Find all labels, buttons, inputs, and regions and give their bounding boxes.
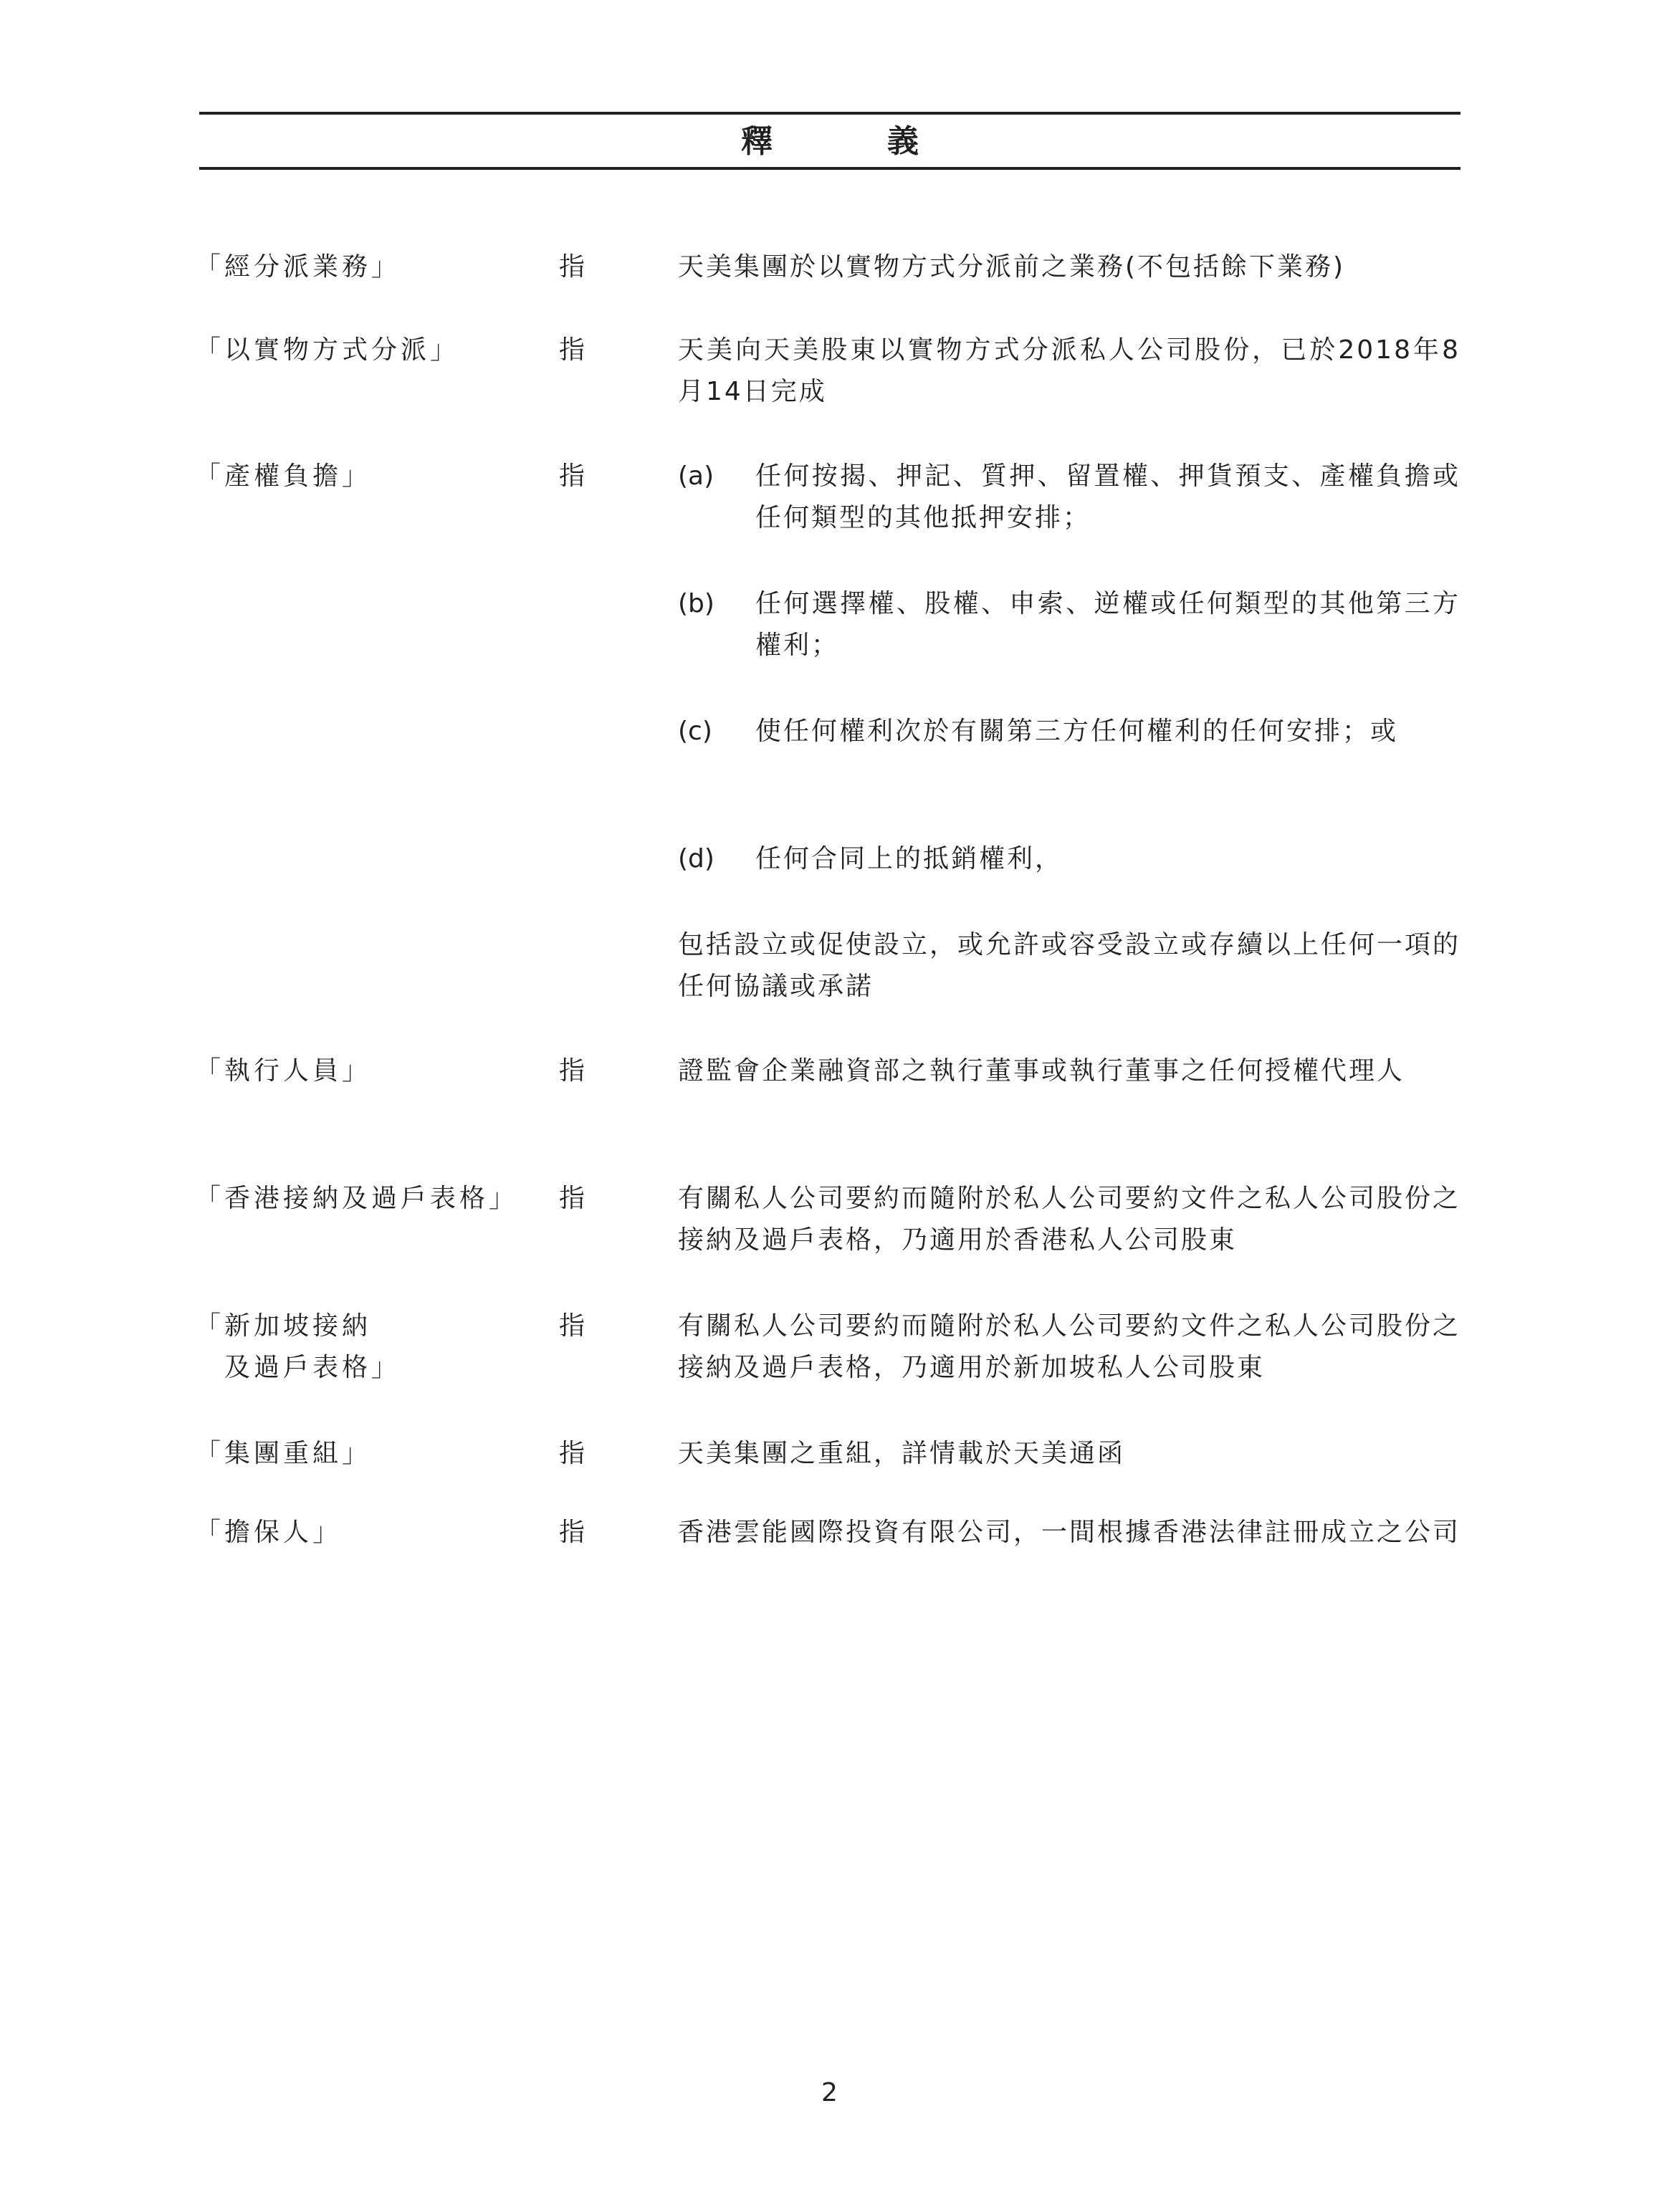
- sub-item-text: 任何合同上的抵銷權利，: [755, 844, 1063, 873]
- definition-term: 「新加坡接納 及過戶表格」: [195, 1311, 401, 1382]
- means-label: 指: [559, 1184, 585, 1213]
- means-label: 指: [559, 252, 585, 282]
- means-label: 指: [559, 1311, 585, 1341]
- page-title: 釋 義: [741, 123, 960, 160]
- sub-item-marker: (d): [678, 844, 714, 873]
- definition-term: 「執行人員」: [195, 1056, 372, 1086]
- definition-text: 證監會企業融資部之執行董事或執行董事之任何授權代理人: [678, 1056, 1405, 1086]
- definition-trailing-text: 包括設立或促使設立，或允許或容受設立或存續以上任何一項的任何協議或承諾: [678, 930, 1461, 1001]
- header-top-rule: [199, 112, 1460, 115]
- sub-item-marker: (c): [678, 717, 712, 746]
- definition-text: 有關私人公司要約而隨附於私人公司要約文件之私人公司股份之接納及過戶表格，乃適用於香港私人公司股東: [678, 1184, 1461, 1255]
- definition-text: 天美集團之重組，詳情載於天美通函: [678, 1439, 1126, 1468]
- definition-term: 「集團重組」: [195, 1439, 372, 1468]
- sub-item-marker: (b): [678, 589, 714, 618]
- definition-term: 「以實物方式分派」: [195, 335, 460, 365]
- definition-term: 「經分派業務」: [195, 252, 401, 282]
- sub-item-text: 使任何權利次於有關第三方任何權利的任何安排；或: [755, 717, 1399, 746]
- definition-term: 「產權負擔」: [195, 461, 372, 491]
- definition-text: 有關私人公司要約而隨附於私人公司要約文件之私人公司股份之接納及過戶表格，乃適用於新加坡私人公司股東: [678, 1311, 1461, 1382]
- means-label: 指: [559, 335, 585, 365]
- definition-text: 天美集團於以實物方式分派前之業務(不包括餘下業務): [678, 252, 1346, 282]
- means-label: 指: [559, 1439, 585, 1468]
- definition-term: 「香港接納及過戶表格」: [195, 1184, 519, 1213]
- sub-item-marker: (a): [678, 461, 714, 491]
- means-label: 指: [559, 1518, 585, 1547]
- definition-text: 天美向天美股東以實物方式分派私人公司股份，已於2018年8月14日完成: [678, 335, 1460, 406]
- sub-item-text: 任何選擇權、股權、申索、逆權或任何類型的其他第三方權利；: [755, 589, 1460, 660]
- page-number: 2: [821, 2078, 838, 2107]
- sub-item-text: 任何按揭、押記、質押、留置權、押貨預支、產權負擔或任何類型的其他抵押安排；: [755, 461, 1460, 532]
- means-label: 指: [559, 1056, 585, 1086]
- definition-term: 「擔保人」: [195, 1518, 343, 1547]
- means-label: 指: [559, 461, 585, 491]
- definition-text: 香港雲能國際投資有限公司，一間根據香港法律註冊成立之公司: [678, 1518, 1461, 1547]
- header-bottom-rule: [199, 167, 1460, 170]
